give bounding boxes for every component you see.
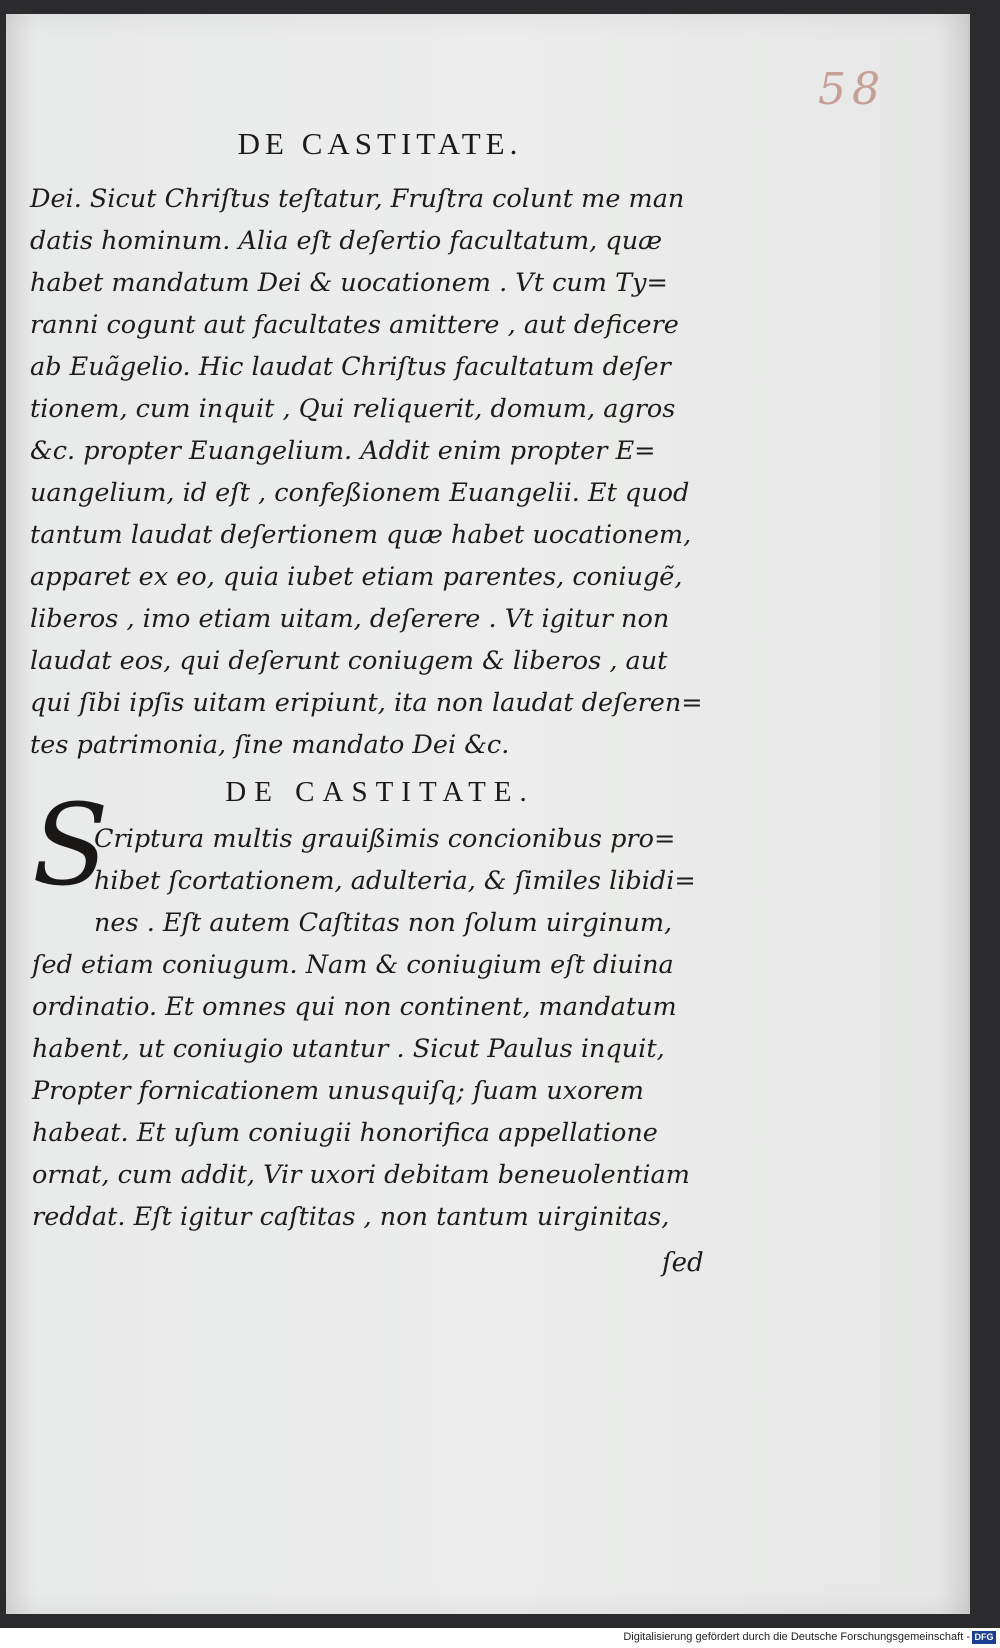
text-line: Dei. Sicut Chriſtus teſtatur, Fruſtra colunt me man xyxy=(30,184,685,214)
text-line: tantum laudat deſertionem quæ habet uocationem, xyxy=(30,520,692,550)
text-line: Criptura multis grauißimis concionibus pro= xyxy=(94,824,676,854)
catchword: ſed xyxy=(662,1248,704,1278)
text-line: uangelium, id eſt , confeßionem Euangelii. Et quod xyxy=(30,478,690,508)
section-heading: DE CASTITATE. xyxy=(225,776,535,808)
text-line: ab Euãgelio. Hic laudat Chriſtus facultatum deſer xyxy=(30,352,671,382)
text-line: Propter fornicationem unusquiſq; ſuam uxorem xyxy=(32,1076,644,1106)
text-line: qui ſibi ipſis uitam eripiunt, ita non laudat deſeren= xyxy=(30,688,703,718)
text-line: ordinatio. Et omnes qui non continent, mandatum xyxy=(32,992,677,1022)
folio-number: 58 xyxy=(818,64,886,115)
text-line: habet mandatum Dei & uocationem . Vt cum Ty= xyxy=(30,268,668,298)
text-line: hibet ſcortationem, adulteria, & ſimiles libidi= xyxy=(94,866,696,896)
text-line: habent, ut coniugio utantur . Sicut Paulus inquit, xyxy=(32,1034,665,1064)
text-line: laudat eos, qui deſerunt coniugem & liberos , aut xyxy=(30,646,668,676)
text-line: ornat, cum addit, Vir uxori debitam beneuolentiam xyxy=(32,1160,690,1190)
text-line: ranni cogunt aut facultates amittere , aut deficere xyxy=(30,310,679,340)
paragraph-castitas xyxy=(32,818,722,1238)
text-line: datis hominum. Alia eſt deſertio facultatum, quæ xyxy=(30,226,663,256)
text-line: tes patrimonia, ſine mandato Dei &c. xyxy=(30,730,510,760)
text-line: tionem, cum inquit , Qui reliquerit, domum, agros xyxy=(30,394,676,424)
funding-credit: Digitalisierung gefördert durch die Deutsche Forschungsgemeinschaft - xyxy=(623,1631,970,1643)
running-head: DE CASTITATE. xyxy=(237,126,523,161)
drop-cap-initial: S xyxy=(32,781,109,911)
text-line: liberos , imo etiam uitam, deſerere . Vt igitur non xyxy=(30,604,670,634)
text-line: apparet ex eo, quia iubet etiam parentes, coniugẽ, xyxy=(30,562,683,592)
text-line: habeat. Et uſum coniugii honorifica appellatione xyxy=(32,1118,658,1148)
text-line: ſed etiam coniugum. Nam & coniugium eſt diuina xyxy=(32,950,674,980)
text-line: nes . Eſt autem Caſtitas non ſolum uirginum, xyxy=(94,908,673,938)
text-line: &c. propter Euangelium. Addit enim propter E= xyxy=(30,436,656,466)
dfg-logo: DFG xyxy=(972,1631,996,1644)
text-line: reddat. Eſt igitur caſtitas , non tantum uirginitas, xyxy=(32,1202,670,1232)
paragraph-desertion xyxy=(30,178,720,766)
